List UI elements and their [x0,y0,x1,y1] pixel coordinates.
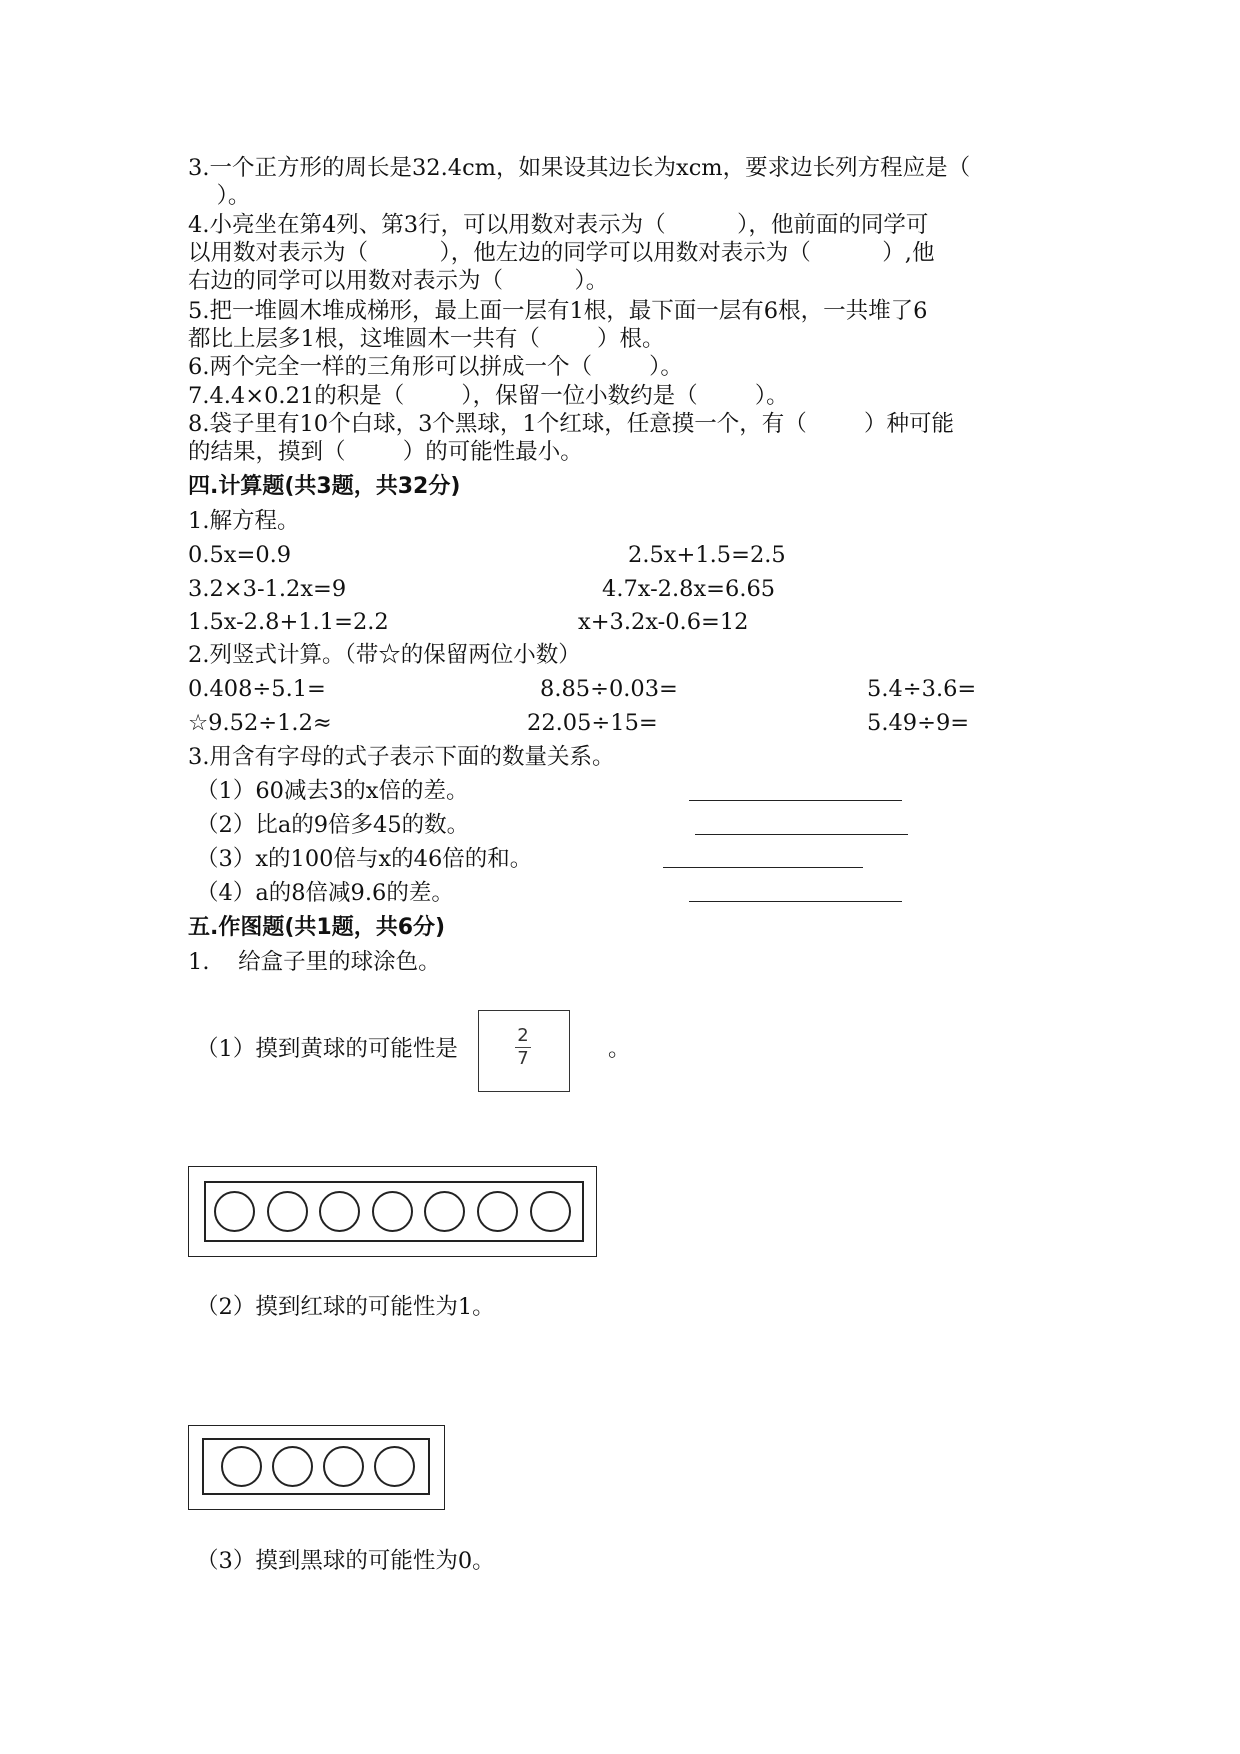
division-problem: 5.4÷3.6= [867,676,977,702]
section-5-heading: 五.作图题(共1题，共6分) [188,915,446,940]
part-2-label: （2）摸到红球的可能性为1。 [196,1294,495,1320]
question-5-line-1: 5.把一堆圆木堆成梯形，最上面一层有1根，最下面一层有6根，一共堆了6 [188,298,928,324]
equation: 2.5x+1.5=2.5 [628,542,786,568]
part-3-label: （3）摸到黑球的可能性为0。 [196,1548,495,1574]
ball[interactable] [267,1191,308,1232]
q5-1-title: 1. 给盒子里的球涂色。 [188,949,441,975]
question-4-line-1: 4.小亮坐在第4列、第3行，可以用数对表示为（ ），他前面的同学可 [188,212,929,238]
section-4-heading: 四.计算题(共3题，共32分) [188,474,461,499]
question-3-line-1: 3.一个正方形的周长是32.4cm，如果设其边长为xcm，要求边长列方程应是（ [188,155,971,181]
ball[interactable] [530,1191,571,1232]
question-6: 6.两个完全一样的三角形可以拼成一个（ ）。 [188,354,683,380]
q4-1-title: 1.解方程。 [188,508,300,534]
fraction-numerator: 2 [517,1025,529,1046]
q4-3-title: 3.用含有字母的式子表示下面的数量关系。 [188,744,615,770]
equation: x+3.2x-0.6=12 [578,609,749,635]
question-3-line-2: ）。 [188,183,251,209]
q4-2-title: 2.列竖式计算。（带☆的保留两位小数） [188,642,581,668]
division-problem: 22.05÷15= [527,710,658,736]
answer-blank[interactable] [663,867,863,868]
part-1-suffix: 。 [608,1036,631,1062]
division-problem: ☆9.52÷1.2≈ [188,710,332,736]
fraction [515,1026,531,1069]
division-problem: 8.85÷0.03= [540,676,678,702]
equation: 0.5x=0.9 [188,542,292,568]
question-8-line-2: 的结果，摸到（ ）的可能性最小。 [188,439,583,465]
ball[interactable] [372,1191,413,1232]
question-5-line-2: 都比上层多1根，这堆圆木一共有（ ）根。 [188,326,665,352]
division-problem: 0.408÷5.1= [188,676,326,702]
ball[interactable] [323,1446,364,1487]
ball[interactable] [319,1191,360,1232]
fraction-box [478,1010,570,1092]
ball[interactable] [272,1446,313,1487]
ball[interactable] [424,1191,465,1232]
expression-item: （2）比a的9倍多45的数。 [196,812,470,838]
answer-blank[interactable] [695,834,908,835]
answer-blank[interactable] [689,901,902,902]
expression-item: （1）60减去3的x倍的差。 [196,778,469,804]
expression-item: （3）x的100倍与x的46倍的和。 [196,846,533,872]
ball[interactable] [374,1446,415,1487]
ball[interactable] [221,1446,262,1487]
question-7: 7.4.4×0.21的积是（ ），保留一位小数约是（ ）。 [188,383,789,409]
ball-box-2-inner [202,1438,430,1495]
answer-blank[interactable] [689,800,902,801]
equation: 3.2×3-1.2x=9 [188,576,347,602]
question-4-line-3: 右边的同学可以用数对表示为（ ）。 [188,268,609,294]
division-problem: 5.49÷9= [867,710,970,736]
ball[interactable] [477,1191,518,1232]
question-8-line-1: 8.袋子里有10个白球，3个黑球，1个红球，任意摸一个，有（ ）种可能 [188,411,954,437]
part-1-label: （1）摸到黄球的可能性是 [196,1036,458,1062]
equation: 1.5x-2.8+1.1=2.2 [188,609,389,635]
equation: 4.7x-2.8x=6.65 [602,576,776,602]
ball-box-1-inner [204,1181,584,1242]
fraction-denominator: 7 [517,1048,529,1069]
question-4-line-2: 以用数对表示为（ ），他左边的同学可以用数对表示为（ ）,他 [188,240,935,266]
expression-item: （4）a的8倍减9.6的差。 [196,880,454,906]
ball[interactable] [214,1191,255,1232]
